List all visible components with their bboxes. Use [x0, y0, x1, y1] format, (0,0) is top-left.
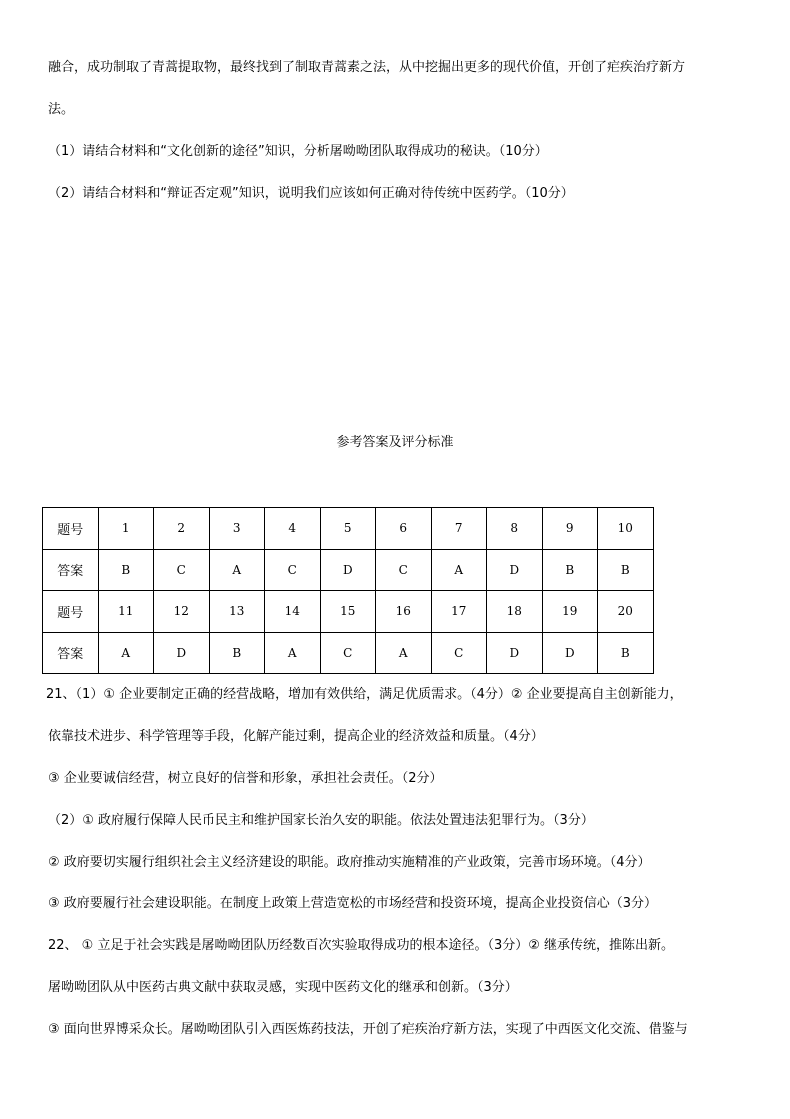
table-cell: 2	[154, 508, 210, 550]
table-cell: D	[542, 632, 598, 674]
table-cell: A	[431, 549, 487, 591]
table-cell: C	[265, 549, 321, 591]
table-cell: A	[376, 632, 432, 674]
table-cell: 12	[154, 591, 210, 633]
table-cell: B	[542, 549, 598, 591]
table-cell: A	[209, 549, 265, 591]
table-cell: 17	[431, 591, 487, 633]
table-cell: D	[320, 549, 376, 591]
table-cell: 11	[98, 591, 154, 633]
table-cell: D	[487, 632, 543, 674]
answer-21-line-2: 依靠技术进步、科学管理等手段，化解产能过剩，提高企业的经济效益和质量。（4分）	[48, 729, 544, 744]
table-cell: 8	[487, 508, 543, 550]
table-cell: 7	[431, 508, 487, 550]
table-cell: 10	[598, 508, 654, 550]
table-cell: 19	[542, 591, 598, 633]
table-cell: D	[487, 549, 543, 591]
table-cell: B	[98, 549, 154, 591]
question-2: （2）请结合材料和“辩证否定观”知识，说明我们应该如何正确对待传统中医药学。（10分）	[48, 186, 574, 201]
question-1: （1）请结合材料和“文化创新的途径”知识，分析屠呦呦团队取得成功的秘诀。（10分）	[48, 144, 548, 159]
table-cell: 15	[320, 591, 376, 633]
row-header-cell: 答案	[43, 632, 99, 674]
table-row	[43, 632, 654, 674]
row-header-cell: 题号	[43, 508, 99, 550]
table-cell: 16	[376, 591, 432, 633]
answer-21-line-6: ③ 政府要履行社会建设职能。在制度上政策上营造宽松的市场经营和投资环境，提高企业投资信心（3分）	[48, 896, 658, 911]
table-row	[43, 549, 654, 591]
table-cell: C	[376, 549, 432, 591]
table-cell: 5	[320, 508, 376, 550]
table-cell: 3	[209, 508, 265, 550]
answer-21-line-4: （2）① 政府履行保障人民币民主和维护国家长治久安的职能。依法处置违法犯罪行为。（3分）	[48, 813, 594, 828]
passage-line-1: 融合，成功制取了青蒿提取物，最终找到了制取青蒿素之法，从中挖掘出更多的现代价值，开创了疟疾治疗新方	[48, 60, 686, 75]
row-header-cell: 答案	[43, 549, 99, 591]
answer-22-line-2: 屠呦呦团队从中医药古典文献中获取灵感，实现中医药文化的继承和创新。（3分）	[48, 980, 518, 995]
row-header-cell: 题号	[43, 591, 99, 633]
answer-22-line-3: ③ 面向世界博采众长。屠呦呦团队引入西医炼药技法，开创了疟疾治疗新方法，实现了中西医文化交流、借鉴与	[48, 1022, 688, 1037]
table-cell: 4	[265, 508, 321, 550]
table-cell: B	[209, 632, 265, 674]
answer-21-line-3: ③ 企业要诚信经营，树立良好的信誉和形象，承担社会责任。（2分）	[48, 771, 443, 786]
table-cell: 18	[487, 591, 543, 633]
table-cell: B	[598, 549, 654, 591]
answer-table	[42, 507, 654, 674]
table-cell: 1	[98, 508, 154, 550]
passage-line-2: 法。	[48, 102, 75, 117]
answer-21-line-1: 21、（1）① 企业要制定正确的经营战略，增加有效供给，满足优质需求。（4分）② 企业要提高自主创新能力，	[46, 687, 683, 702]
table-cell: C	[154, 549, 210, 591]
table-row	[43, 508, 654, 550]
table-cell: D	[154, 632, 210, 674]
table-cell: C	[431, 632, 487, 674]
table-cell: 13	[209, 591, 265, 633]
table-row	[43, 591, 654, 633]
table-cell: 14	[265, 591, 321, 633]
table-cell: B	[598, 632, 654, 674]
table-cell: A	[265, 632, 321, 674]
table-cell: 20	[598, 591, 654, 633]
table-cell: 6	[376, 508, 432, 550]
answer-key-title: 参考答案及评分标准	[336, 435, 454, 450]
table-cell: A	[98, 632, 154, 674]
table-cell: C	[320, 632, 376, 674]
table-cell: 9	[542, 508, 598, 550]
answer-22-line-1: 22、 ① 立足于社会实践是屠呦呦团队历经数百次实验取得成功的根本途径。（3分）② 继承传统，推陈出新。	[48, 938, 675, 953]
answer-21-line-5: ② 政府要切实履行组织社会主义经济建设的职能。政府推动实施精准的产业政策，完善市场环境。（4分）	[48, 855, 651, 870]
